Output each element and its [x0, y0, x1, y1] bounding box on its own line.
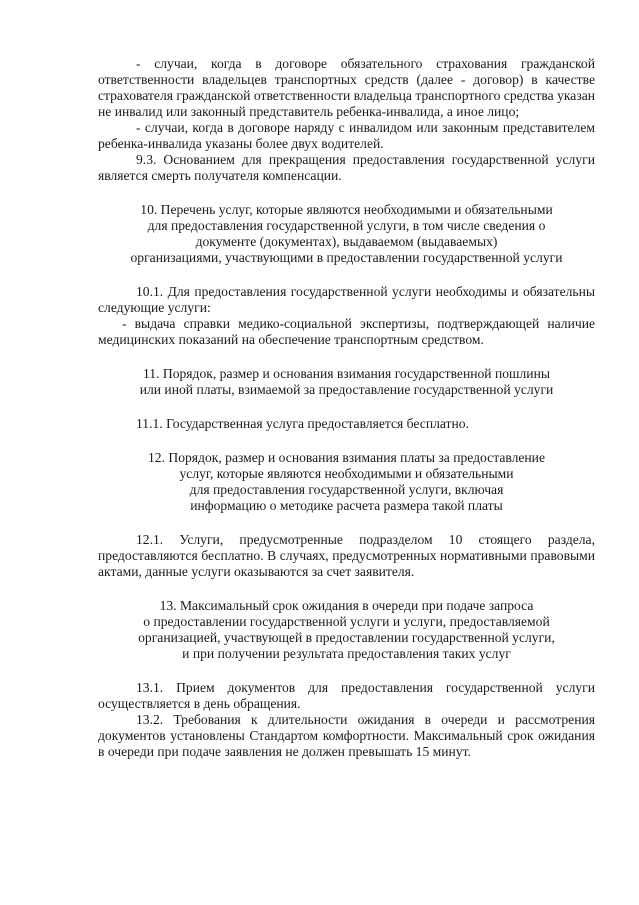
heading-line: 11. Порядок, размер и основания взимания государственной пошлины	[143, 366, 550, 381]
paragraph-11-1: 11.1. Государственная услуга предоставляется бесплатно.	[136, 416, 469, 431]
paragraph-13-2: 13.2. Требования к длительности ожидания в очереди и рассмотрения документов установлены Стандартом комфортности. Максимальный срок ожидания в очереди при подаче заявления не должен превышать 15 минут.	[98, 712, 595, 759]
paragraph-10-1: 10.1. Для предоставления государственной услуги необходимы и обязательны следующие услуги:	[98, 284, 595, 315]
heading-line: 12. Порядок, размер и основания взимания платы за предоставление	[147, 450, 545, 465]
paragraph-10-1-item: - выдача справки медико-социальной экспертизы, подтверждающей наличие медицинских показаний на обеспечение транспортным средством.	[98, 316, 595, 347]
heading-line: для предоставления государственной услуги, в том числе сведения о	[147, 218, 546, 233]
heading-section-11	[98, 366, 595, 398]
paragraph-9-3: 9.3. Основанием для прекращения предоставления государственной услуги является смерть получателя компенсации.	[98, 152, 595, 183]
heading-line: и при получении результата предоставления таких услуг	[182, 646, 511, 661]
document-page	[98, 56, 595, 760]
heading-line: услуг, которые являются необходимыми и обязательными	[179, 466, 514, 481]
heading-section-10	[98, 202, 595, 266]
heading-line: или иной платы, взимаемой за предоставление государственной услуги	[139, 382, 554, 397]
paragraph-case-2: - случаи, когда в договоре наряду с инвалидом или законным представителем ребенка-инвалида указаны более двух водителей.	[98, 120, 595, 151]
heading-line: 13. Максимальный срок ожидания в очереди при подаче запроса	[159, 598, 534, 613]
heading-line: документе (документах), выдаваемом (выдаваемых)	[195, 234, 498, 249]
paragraph-case-1: - случаи, когда в договоре обязательного страхования гражданской ответственности владельцев транспортных средств (далее - договор) в качестве страхователя гражданской ответственности владельца транспортного средства указан не инвалид или законный представитель ребенка-инвалида, а иное лицо;	[98, 56, 595, 119]
heading-section-12	[98, 450, 595, 514]
heading-line: информацию о методике расчета размера такой платы	[190, 498, 503, 513]
heading-line: о предоставлении государственной услуги и услуги, предоставляемой	[143, 614, 550, 629]
paragraph-12-1: 12.1. Услуги, предусмотренные подразделом 10 стоящего раздела, предоставляются бесплатно. В случаях, предусмотренных нормативными правовыми актами, данные услуги оказываются за счет заявителя.	[98, 532, 595, 579]
heading-section-13	[98, 598, 595, 662]
heading-line: организацией, участвующей в предоставлении государственной услуги,	[138, 630, 555, 645]
heading-line: организациями, участвующими в предоставлении государственной услуги	[130, 250, 563, 265]
paragraph-13-1: 13.1. Прием документов для предоставления государственной услуги осуществляется в день обращения.	[98, 680, 595, 711]
heading-line: для предоставления государственной услуги, включая	[189, 482, 504, 497]
heading-line: 10. Перечень услуг, которые являются необходимыми и обязательными	[140, 202, 553, 217]
